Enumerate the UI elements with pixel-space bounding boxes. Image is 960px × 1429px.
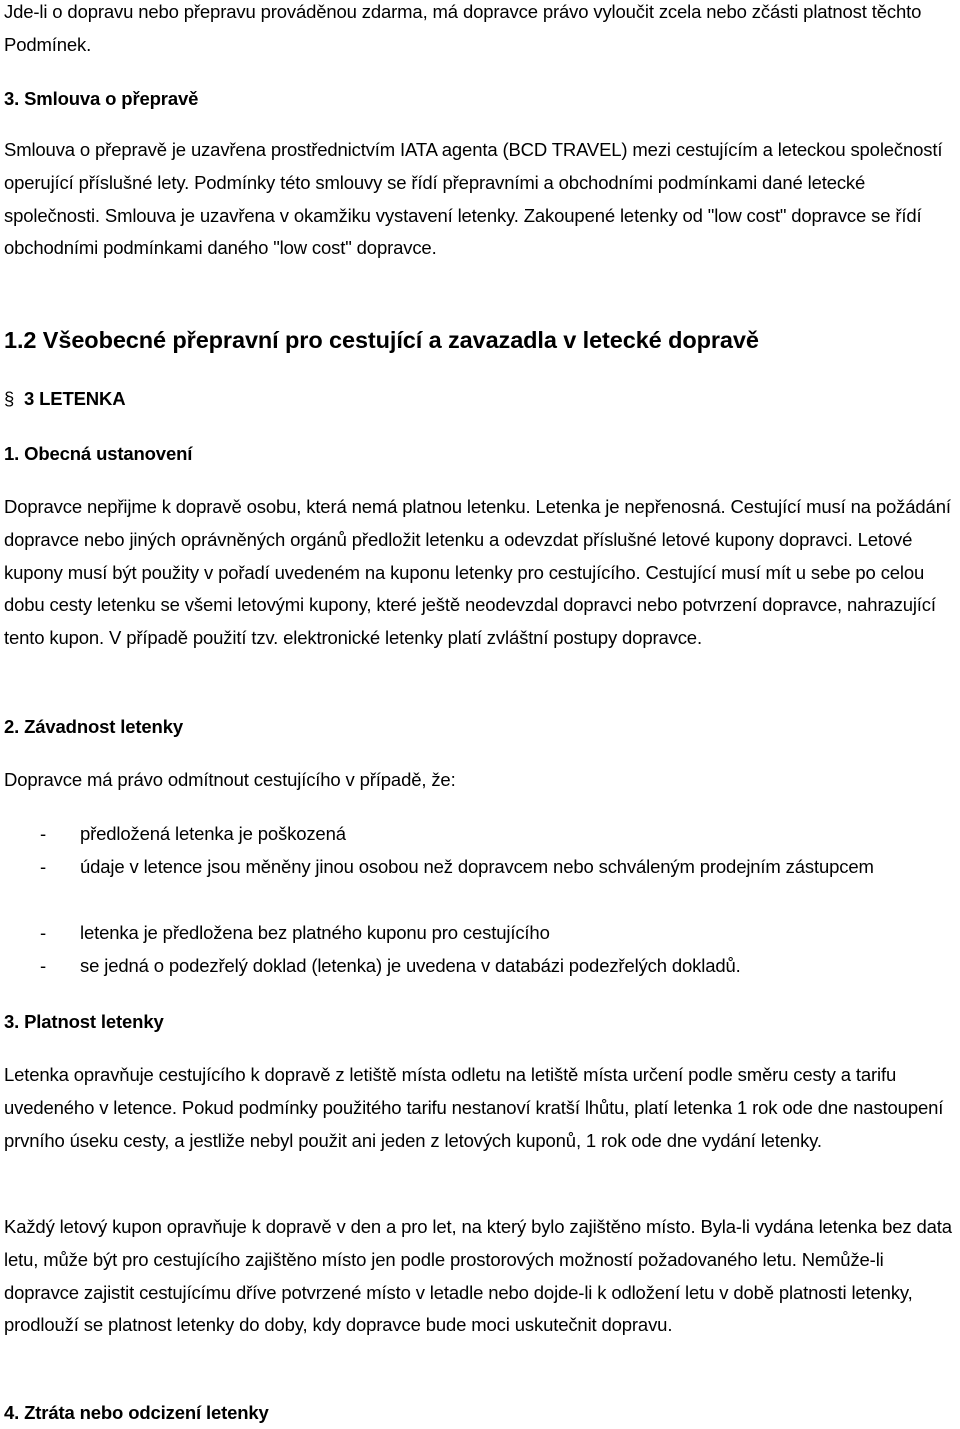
- subsection-3-paragraph-1: Letenka opravňuje cestujícího k dopravě z letiště místa odletu na letiště místa určení podle směru cesty a tarifu uvedeného v letence. Pokud podmínky použitého tarifu nestanoví kratší lhůtu, platí letenka 1 rok ode dne nastoupení prvního úseku cesty, a jestliže nebyl použit ani jeden z letových kuponů, 1 rok ode dne vydání letenky.: [4, 1064, 944, 1151]
- list-dash: -: [40, 856, 47, 877]
- subsection-3-paragraph-2: Každý letový kupon opravňuje k dopravě v den a pro let, na který bylo zajištěno místo. Byla-li vydána letenka bez data letu, může být pro cestujícího zajištěno místo jen podle prostorových možností požadovaného letu. Nemůže-li dopravce zajistit cestujícímu dříve potvrzené místo v letadle nebo dojde-li k odložení letu v době platnosti letenky, prodlouží se platnost letenky do doby, kdy dopravce bude moci uskutečnit dopravu.: [4, 1216, 952, 1336]
- ticket-heading-label: 3 LETENKA: [24, 388, 126, 409]
- section-3-heading: 3. Smlouva o přepravě: [4, 88, 199, 109]
- section-3-paragraph: Smlouva o přepravě je uzavřena prostřednictvím IATA agenta (BCD TRAVEL) mezi cestujícím a leteckou společností operující příslušné lety. Podmínky této smlouvy se řídí přepravními a obchodními podmínkami dané letecké společnosti. Smlouva je uzavřena v okamžiku vystavení letenky. Zakoupené letenky od "low cost" dopravce se řídí obchodními podmínkami daného "low cost" dopravce.: [4, 139, 943, 259]
- chapter-heading: 1.2 Všeobecné přepravní pro cestující a zavazadla v letecké dopravě: [4, 327, 759, 353]
- subsection-2-intro: Dopravce má právo odmítnout cestujícího v případě, že:: [4, 769, 456, 790]
- intro-paragraph: Jde-li o dopravu nebo přepravu prováděnou zdarma, má dopravce právo vyloučit zcela nebo zčásti platnost těchto Podmínek.: [4, 1, 922, 55]
- ticket-heading: [4, 383, 125, 415]
- list-dash: -: [40, 823, 47, 844]
- section-sign-icon: §: [4, 388, 15, 409]
- list-item-text: předložená letenka je poškozená: [80, 823, 346, 844]
- subsection-3-heading: 3. Platnost letenky: [4, 1011, 164, 1032]
- list-item-text: údaje v letence jsou měněny jinou osobou než dopravcem nebo schváleným prodejním zástupcem: [80, 856, 874, 877]
- list-dash: -: [40, 922, 47, 943]
- subsection-1-heading: 1. Obecná ustanovení: [4, 443, 193, 464]
- subsection-4-heading: 4. Ztráta nebo odcizení letenky: [4, 1402, 269, 1423]
- list-dash: -: [40, 955, 47, 976]
- subsection-2-heading: 2. Závadnost letenky: [4, 716, 183, 737]
- list-item-text: se jedná o podezřelý doklad (letenka) je uvedena v databázi podezřelých dokladů.: [80, 955, 741, 976]
- subsection-1-paragraph: Dopravce nepřijme k dopravě osobu, která nemá platnou letenku. Letenka je nepřenosná. Cestující musí na požádání dopravce nebo jiných oprávněných orgánů předložit letenku a odevzdat příslušné letové kupony dopravci. Letové kupony musí být použity v pořadí uvedeném na kuponu letenky pro cestujícího. Cestující musí mít u sebe po celou dobu cesty letenku se všemi letovými kupony, které ještě neodevzdal dopravci nebo potvrzení dopravce, nahrazující tento kupon. V případě použití tzv. elektronické letenky platí zvláštní postupy dopravce.: [4, 496, 951, 649]
- list-item-text: letenka je předložena bez platného kuponu pro cestujícího: [80, 922, 550, 943]
